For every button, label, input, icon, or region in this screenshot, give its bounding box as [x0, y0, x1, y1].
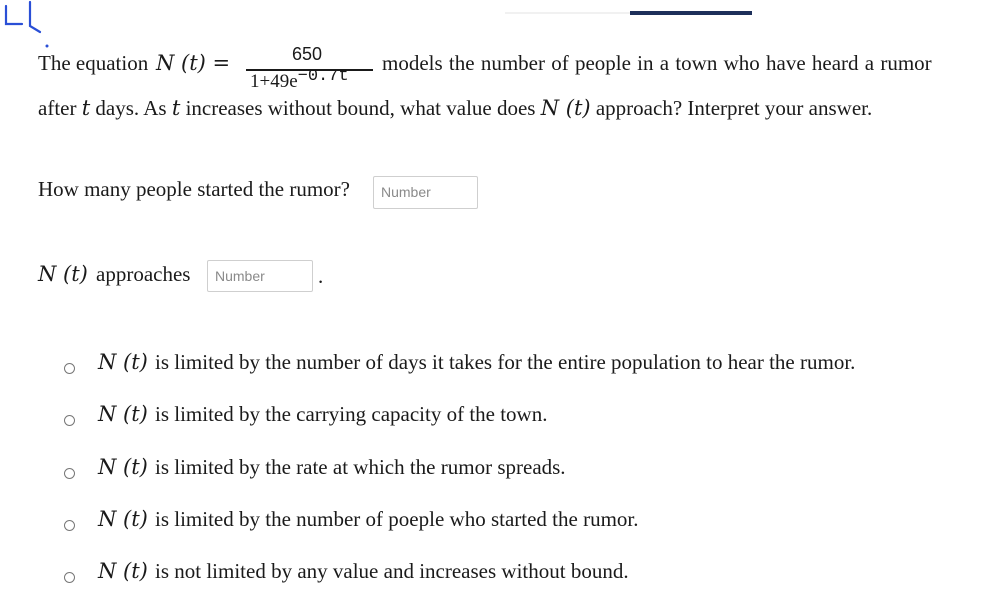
- option-radio-4[interactable]: [64, 520, 75, 531]
- var-t-2: t: [171, 96, 181, 120]
- function-label: N (t) =: [156, 51, 231, 75]
- option-text-5[interactable]: is not limited by any value and increases without bound.: [155, 559, 629, 583]
- var-t: t: [81, 96, 91, 120]
- question-lead: The equation: [38, 51, 149, 75]
- top-divider-faint: [505, 12, 630, 14]
- option-radio-2[interactable]: [64, 415, 75, 426]
- option-text-4[interactable]: is limited by the number of poeple who started the rumor.: [155, 507, 639, 531]
- question-line1-tail: models the number of people in a town who have heard a rumor: [382, 51, 932, 75]
- option-func-3: N (t): [98, 455, 148, 479]
- question-line2: [38, 96, 872, 121]
- line2-prefix: after: [38, 96, 77, 120]
- approaches-input[interactable]: Number: [207, 260, 313, 292]
- line2-tail: approach? Interpret your answer.: [595, 96, 873, 120]
- started-rumor-label: How many people started the rumor?: [38, 177, 350, 201]
- option-radio-1[interactable]: [64, 363, 75, 374]
- denominator-exponent: −0.7t: [297, 67, 349, 86]
- option-radio-5[interactable]: [64, 572, 75, 583]
- top-accent-bar: [630, 11, 752, 15]
- option-text-1[interactable]: is limited by the number of days it takes for the entire population to hear the rumor.: [155, 350, 856, 374]
- fraction-numerator: 650: [292, 44, 323, 64]
- line2-after-t: increases without bound, what value does: [185, 96, 536, 120]
- started-rumor-input[interactable]: Number: [373, 176, 478, 209]
- option-radio-3[interactable]: [64, 468, 75, 479]
- option-text-2[interactable]: is limited by the carrying capacity of the town.: [155, 402, 548, 426]
- option-func-5: N (t): [98, 559, 148, 583]
- approaches-function: N (t): [38, 262, 88, 286]
- line2-mid: days. As: [95, 96, 167, 120]
- option-text-3[interactable]: is limited by the rate at which the rumor spreads.: [155, 455, 566, 479]
- fraction-denominator: [250, 67, 349, 93]
- approaches-period: .: [318, 264, 324, 288]
- option-func-2: N (t): [98, 402, 148, 426]
- denominator-base: 1+49e: [250, 71, 298, 92]
- option-func-1: N (t): [98, 350, 148, 374]
- option-func-4: N (t): [98, 507, 148, 531]
- function-short: N (t): [540, 96, 591, 120]
- approaches-label: approaches: [96, 262, 191, 286]
